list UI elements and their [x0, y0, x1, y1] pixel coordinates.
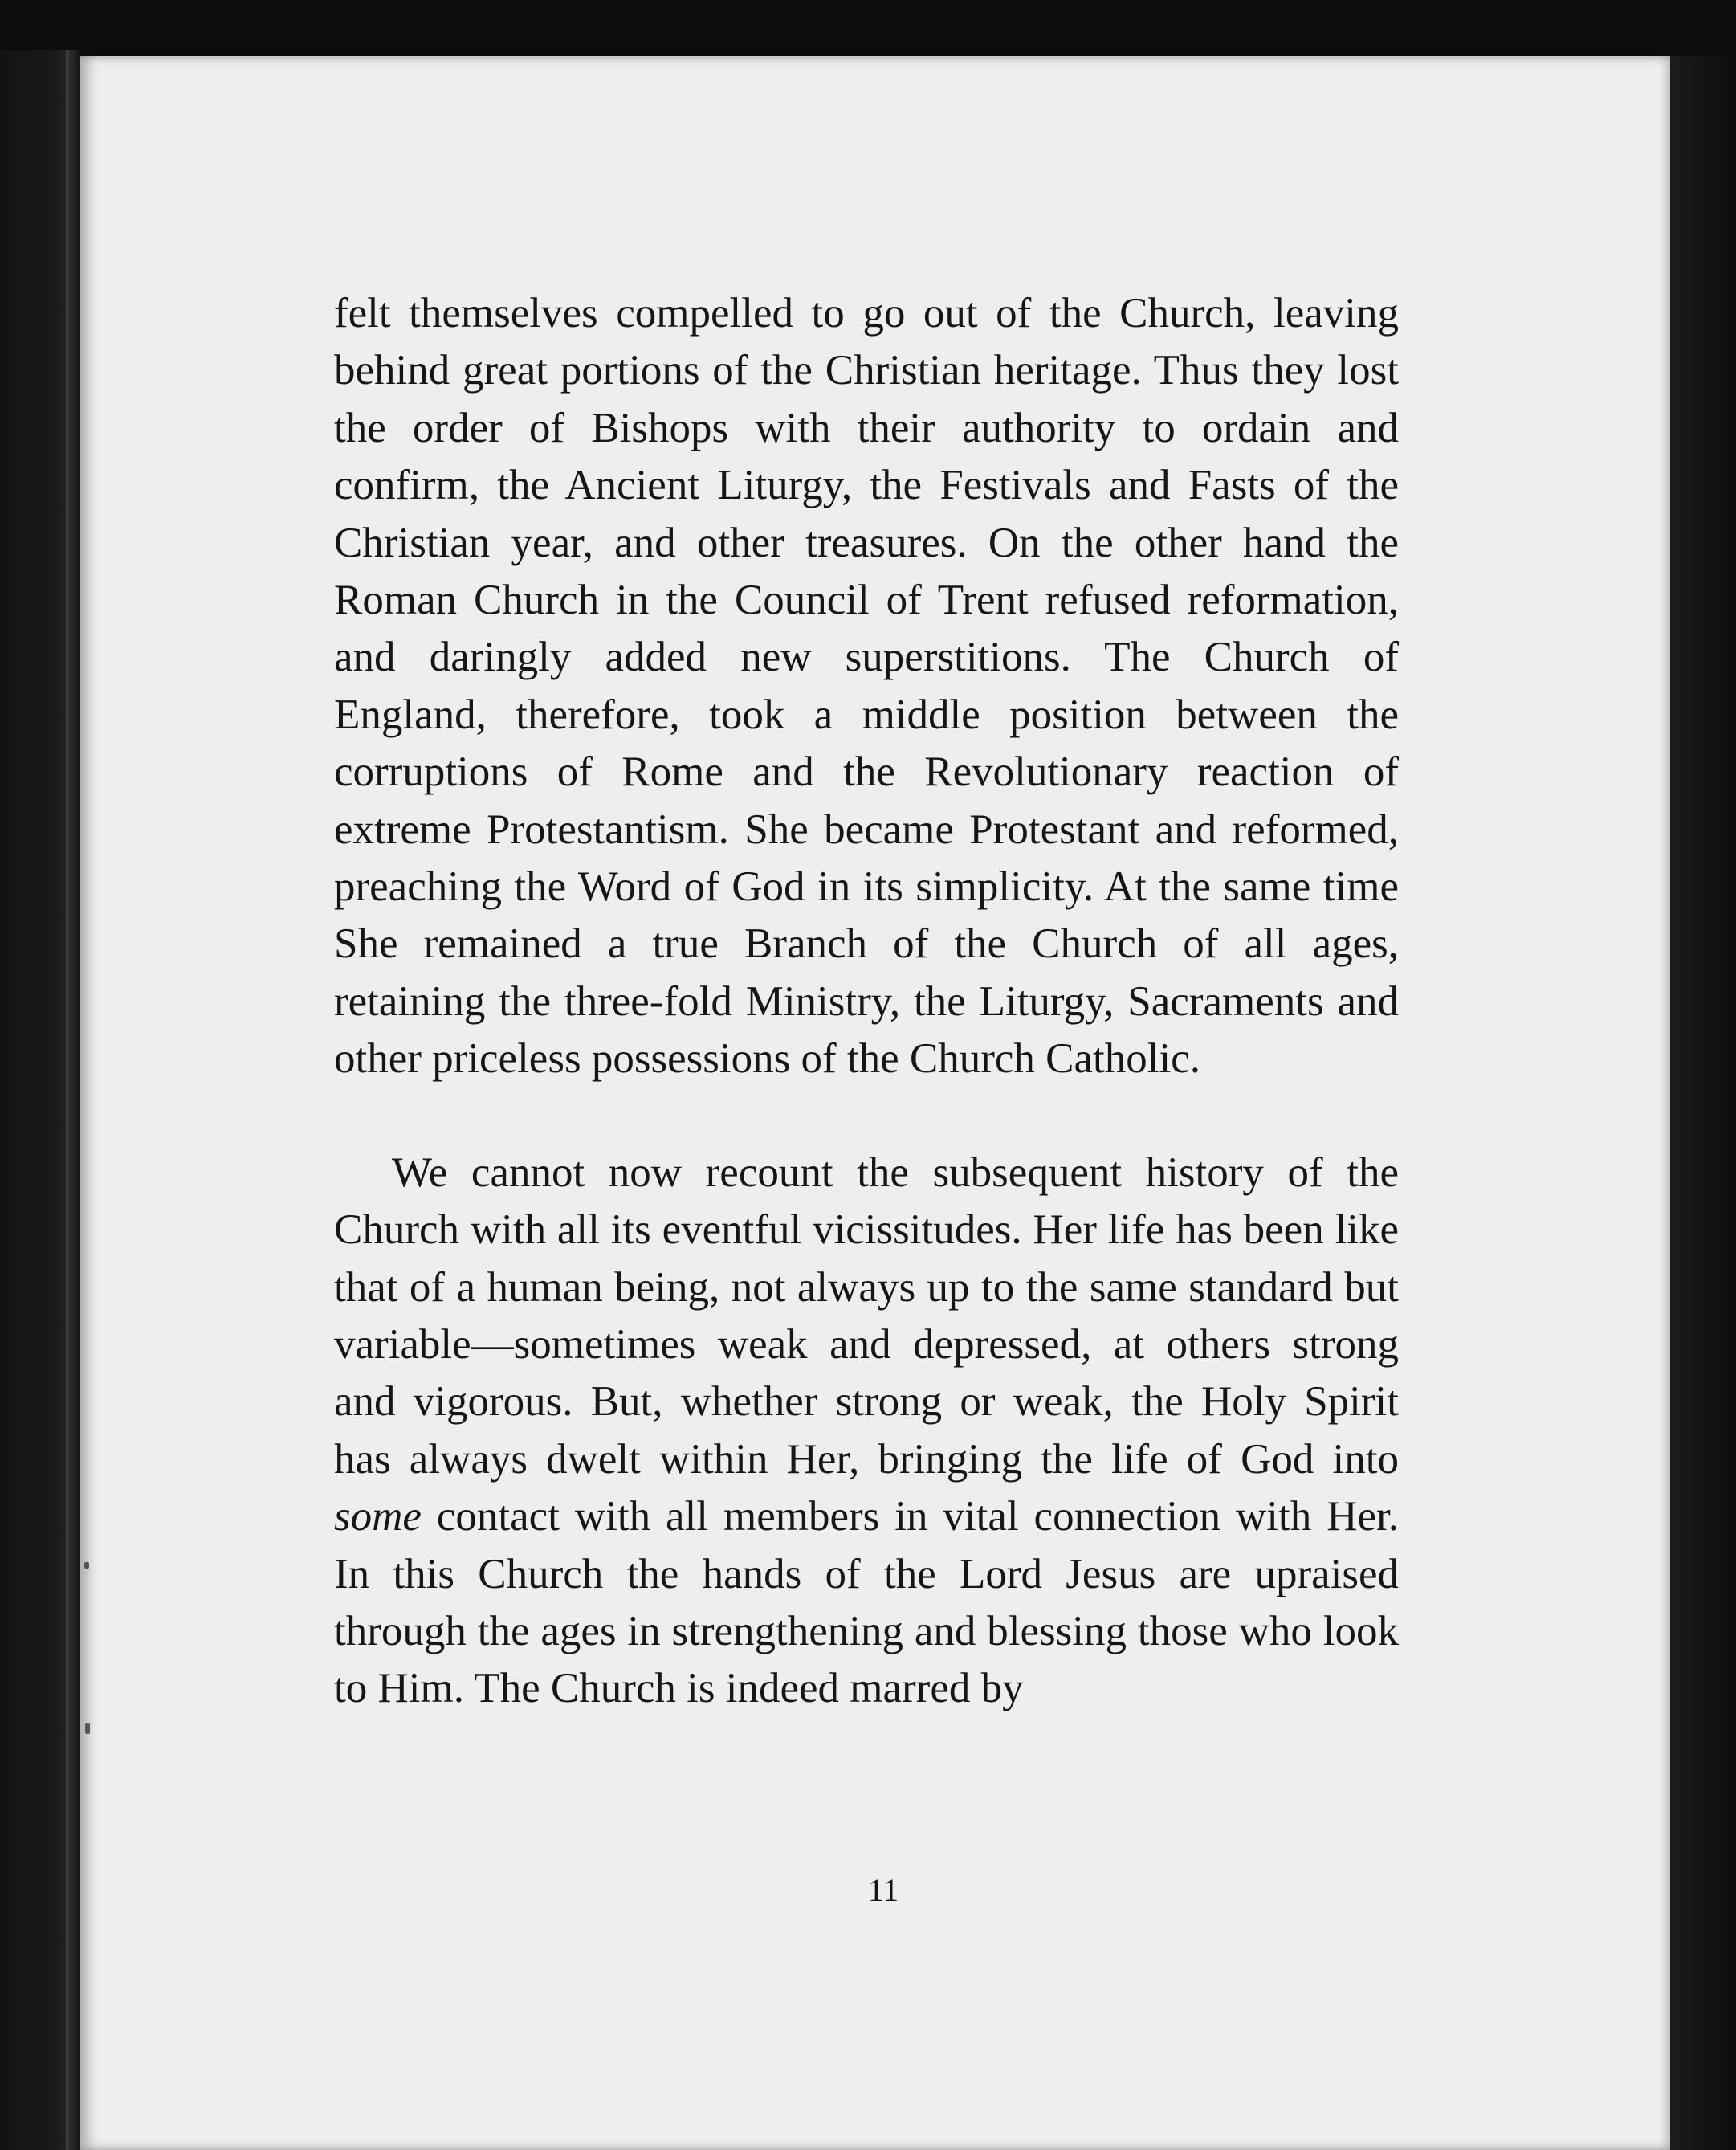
paragraph-2-part-2: contact with all members in vital connection with Her. In this Church the hands of the Lord Jesus are upraised through the ages in strengthening and blessing those who look to Him. The Church is indeed marred by — [334, 1493, 1399, 1712]
scan-border-right — [1670, 56, 1736, 2150]
ink-speck — [85, 1723, 90, 1734]
body-text — [334, 285, 1399, 1718]
paragraph-2 — [334, 1144, 1399, 1718]
page-number: 11 — [867, 1872, 899, 1908]
previous-page-edge — [0, 50, 80, 2150]
paragraph-2-part-1: We cannot now recount the subsequent history of the Church with all its eventful vicissitudes. Her life has been like that of a human being, not always up to the same standard but variable—sometimes weak and depressed, at others strong and vigorous. But, whether strong or weak, the Holy Spirit has always dwelt within Her, bringing the life of God into — [334, 1148, 1399, 1483]
page-fold-line — [66, 50, 69, 2150]
paragraph-1: felt themselves compelled to go out of the Church, leaving behind great portions of the Christian heritage. Thus they lost the order of Bishops with their authority to ordain and confirm, the Ancient Liturgy, the Festivals and Fasts of the Christian year, and other treasures. On the other hand the Roman Church in the Council of Trent refused reformation, and daringly added new superstitions. The Church of England, therefore, took a middle position between the corruptions of Rome and the Revolutionary reaction of extreme Protestantism. She became Protestant and reformed, preaching the Word of God in its simplicity. At the same time She remained a true Branch of the Church of all ages, retaining the three-fold Ministry, the Liturgy, Sacraments and other priceless possessions of the Church Catholic. — [334, 290, 1399, 1083]
ink-speck — [84, 1562, 89, 1569]
emphasized-word: some — [334, 1493, 422, 1540]
